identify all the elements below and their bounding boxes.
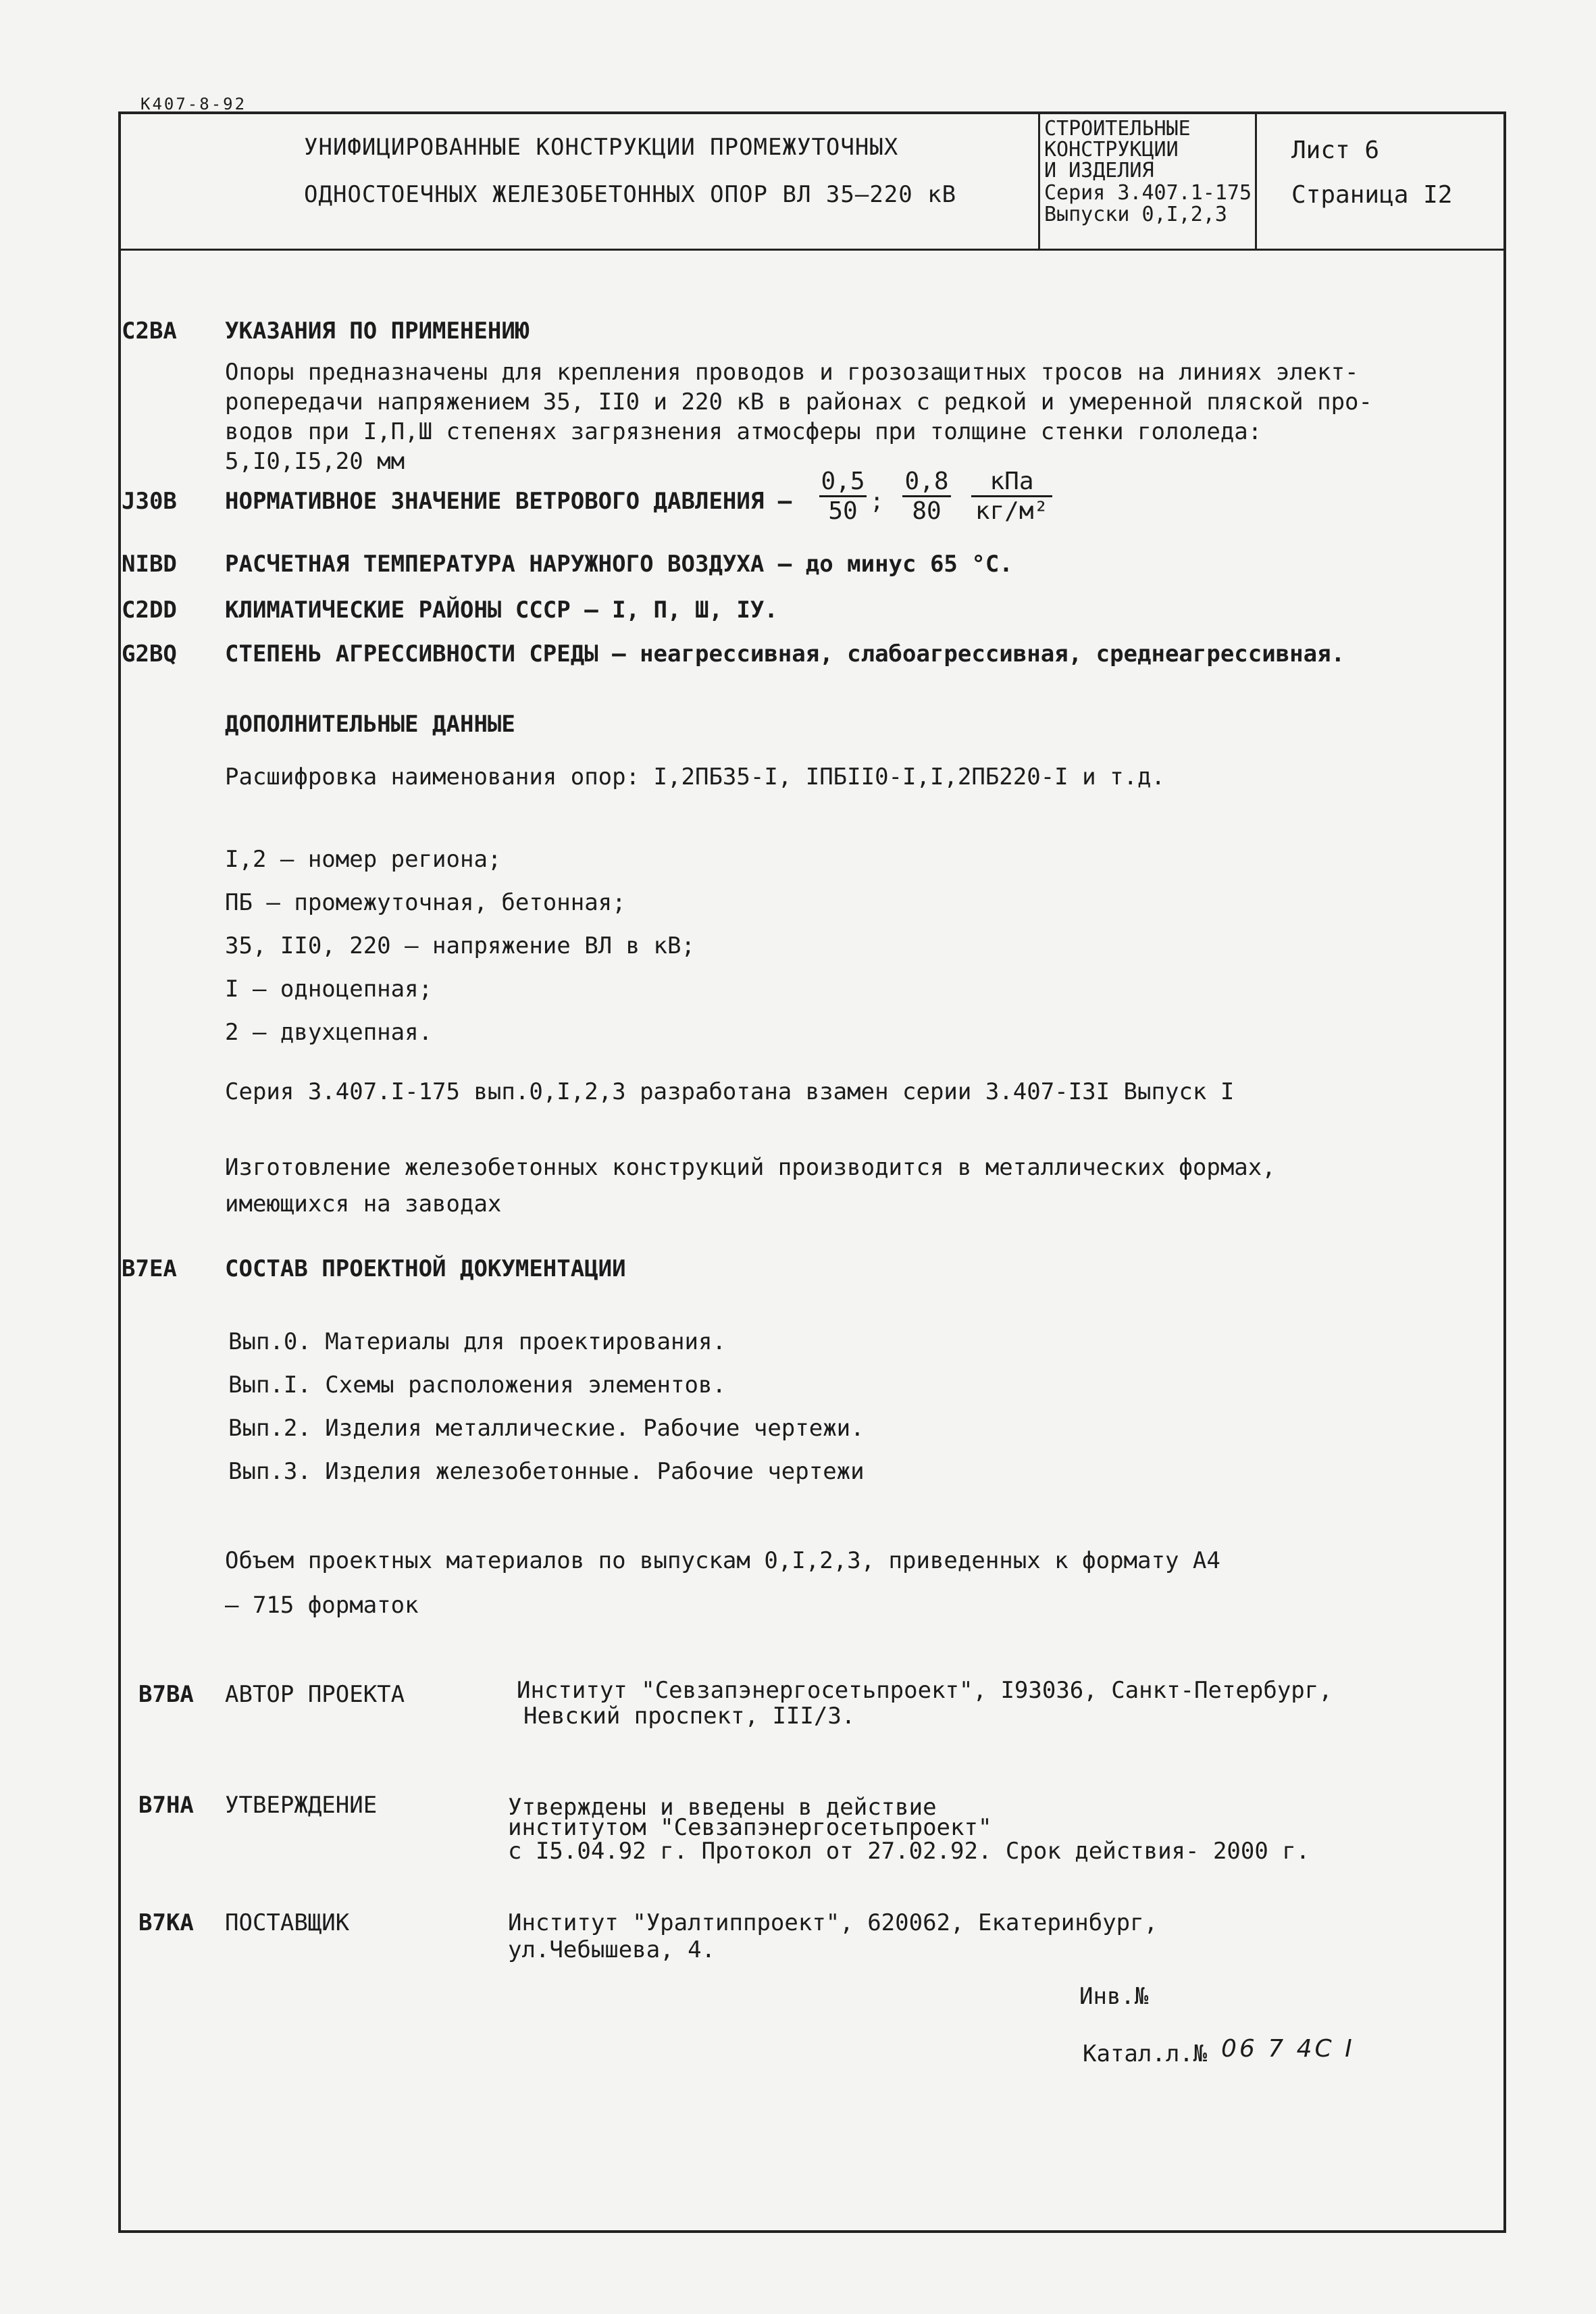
author-label: АВТОР ПРОЕКТА — [225, 1681, 405, 1708]
title-block-bottom-line — [118, 249, 1506, 251]
title-block-divider-left — [1038, 111, 1040, 250]
decode-text: Расшифровка наименования опор: I,2ПБ35-I, IПБII0-I,I,2ПБ220-I и т.д. — [225, 763, 1165, 790]
volume-line-1: Объем проектных материалов по выпускам 0,I,2,3, приведенных к формату А4 — [225, 1547, 1220, 1574]
manufacture-line-1: Изготовление железобетонных конструкций производится в металлических формах, — [225, 1154, 1276, 1181]
title-block-divider-right — [1255, 111, 1257, 250]
catalog-number: 06 7 4С I — [1221, 2035, 1355, 2063]
author-line-2: Невский проспект, III/3. — [523, 1703, 856, 1730]
section-code-usage: С2ВА — [122, 318, 177, 345]
section-code-author: В7ВА — [138, 1681, 194, 1708]
wind-fraction-2-den: 80 — [912, 497, 942, 525]
decode-item: I – одноцепная; — [225, 976, 433, 1003]
wind-fraction-1-num: 0,5 — [819, 468, 867, 497]
stamp-line-2: КОНСТРУКЦИИ — [1044, 138, 1179, 161]
inventory-label: Инв.№ — [1079, 1983, 1149, 2010]
decode-item: 35, II0, 220 – напряжение ВЛ в кВ; — [225, 932, 695, 959]
volume-line-2: – 715 форматок — [225, 1592, 419, 1619]
wind-label: НОРМАТИВНОЕ ЗНАЧЕНИЕ ВЕТРОВОГО ДАВЛЕНИЯ – — [225, 488, 792, 515]
section-code-climate: С2DD — [122, 597, 177, 624]
aggressive-text: СТЕПЕНЬ АГРЕССИВНОСТИ СРЕДЫ – неагрессивная, слабоагрессивная, среднеагрессивная. — [225, 640, 1345, 668]
climate-text: КЛИМАТИЧЕСКИЕ РАЙОНЫ СССР – I, П, Ш, IУ. — [225, 597, 778, 624]
approval-line-3: с I5.04.92 г. Протокол от 27.02.92. Срок действия- 2000 г. — [508, 1838, 1310, 1865]
title-line-2: ОДНОСТОЕЧНЫХ ЖЕЛЕЗОБЕТОННЫХ ОПОР ВЛ 35–220 кВ — [304, 181, 957, 208]
stamp-line-1: СТРОИТЕЛЬНЫЕ — [1044, 117, 1191, 141]
page-number: Страница I2 — [1291, 181, 1453, 209]
wind-fraction-2 — [902, 468, 951, 525]
approval-label: УТВЕРЖДЕНИЕ — [225, 1792, 378, 1819]
section-code-docs: В7ЕА — [122, 1255, 177, 1282]
catalog-label: Катал.л.№ — [1083, 2040, 1208, 2067]
section-code-temperature: NIBD — [122, 551, 177, 578]
stamp-series: Серия 3.407.1-175 — [1044, 181, 1252, 205]
section-code-supplier: В7КА — [138, 1909, 194, 1936]
docs-item: Вып.I. Схемы расположения элементов. — [228, 1372, 726, 1399]
wind-fraction-1-den: 50 — [828, 497, 858, 525]
usage-line: водов при I,П,Ш степенях загрязнения атмосферы при толщине стенки гололеда: — [225, 418, 1262, 445]
usage-paragraph — [225, 359, 1373, 484]
section-code-approval: В7НА — [138, 1792, 194, 1819]
title-line-1: УНИФИЦИРОВАННЫЕ КОНСТРУКЦИИ ПРОМЕЖУТОЧНЫХ — [304, 134, 899, 161]
docs-item: Вып.2. Изделия металлические. Рабочие чертежи. — [228, 1415, 865, 1442]
temperature-text: РАСЧЕТНАЯ ТЕМПЕРАТУРА НАРУЖНОГО ВОЗДУХА – до минус 65 °С. — [225, 551, 1013, 578]
docs-item: Вып.0. Материалы для проектирования. — [228, 1328, 726, 1355]
supplier-label: ПОСТАВЩИК — [225, 1909, 350, 1936]
supplier-line-1: Институт "Уралтиппроект", 620062, Екатеринбург, — [508, 1909, 1158, 1936]
decode-item: I,2 – номер региона; — [225, 846, 502, 873]
sheet-number: Лист 6 — [1291, 136, 1380, 164]
section-code-aggressive: G2BQ — [122, 640, 177, 668]
wind-unit-num: кПа — [971, 468, 1052, 497]
decode-item: ПБ – промежуточная, бетонная; — [225, 889, 626, 916]
docs-item: Вып.3. Изделия железобетонные. Рабочие чертежи — [228, 1458, 865, 1485]
decode-item: 2 – двухцепная. — [225, 1019, 433, 1046]
additional-heading: ДОПОЛНИТЕЛЬНЫЕ ДАННЫЕ — [225, 711, 515, 738]
wind-fraction-2-num: 0,8 — [902, 468, 951, 497]
manufacture-line-2: имеющихся на заводах — [225, 1190, 502, 1217]
series-note: Серия 3.407.I-175 вып.0,I,2,3 разработана взамен серии 3.407-I3I Выпуск I — [225, 1078, 1235, 1105]
stamp-issues: Выпуски 0,I,2,3 — [1044, 203, 1227, 226]
author-line-1: Институт "Севзапэнергосетьпроект", I93036, Санкт-Петербург, — [517, 1677, 1333, 1704]
wind-units — [971, 468, 1052, 525]
section-code-wind: J30В — [122, 488, 177, 515]
supplier-line-2: ул.Чебышева, 4. — [508, 1936, 716, 1963]
wind-separator: ; — [870, 488, 884, 515]
approval-line-2: институтом "Севзапэнергосетьпроект" — [508, 1814, 992, 1841]
document-code: К407-8-92 — [140, 95, 247, 114]
wind-fraction-1 — [819, 468, 867, 525]
usage-line: 5,I0,I5,20 мм — [225, 448, 405, 475]
usage-line: Опоры предназначены для крепления проводов и грозозащитных тросов на линиях элект- — [225, 359, 1359, 386]
section-heading-usage: УКАЗАНИЯ ПО ПРИМЕНЕНИЮ — [225, 318, 530, 345]
stamp-line-3: И ИЗДЕЛИЯ — [1044, 159, 1154, 182]
docs-heading: СОСТАВ ПРОЕКТНОЙ ДОКУМЕНТАЦИИ — [225, 1255, 626, 1282]
approval-line-1: Утверждены и введены в действие — [508, 1794, 937, 1821]
wind-unit-den: кг/м² — [975, 497, 1049, 525]
usage-line: ропередачи напряжением 35, II0 и 220 кВ в районах с редкой и умеренной пляской про- — [225, 388, 1372, 416]
